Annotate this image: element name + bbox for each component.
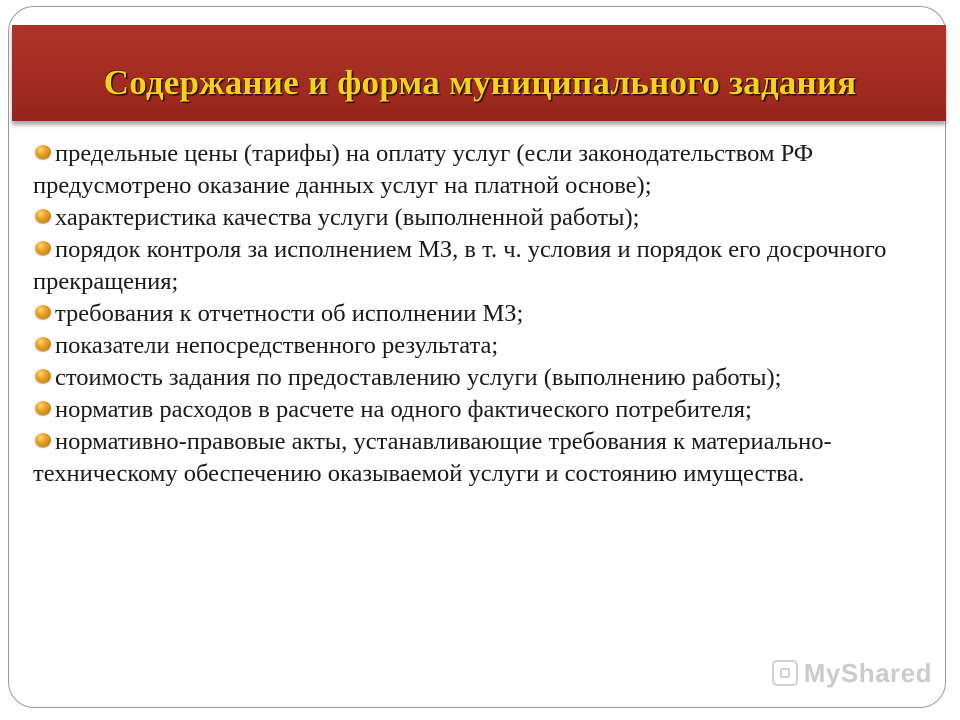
list-item-text: стоимость задания по предоставлению услуги (выполнению работы); [55,364,782,391]
list-item [33,426,933,490]
list-item-text: порядок контроля за исполнением МЗ, в т. ч. условия и порядок его досрочного прекращения; [33,236,887,295]
bullet-icon [35,241,51,255]
list-item [33,330,933,362]
bullet-icon [35,401,51,415]
bullet-icon [35,337,51,351]
list-item-text: показатели непосредственного результата; [55,332,499,359]
list-item [33,298,933,330]
bullet-list [33,138,933,490]
list-item-text: требования к отчетности об исполнении МЗ; [55,300,524,327]
list-item [33,394,933,426]
bullet-icon [35,145,51,159]
list-item-text: предельные цены (тарифы) на оплату услуг (если законодательством РФ предусмотрено оказание данных услуг на платной основе); [33,140,814,199]
bullet-icon [35,305,51,319]
list-item [33,362,933,394]
slide-title: Содержание и форма муниципального задания [103,63,857,102]
watermark-logo-icon [772,660,798,686]
watermark-text: MyShared [803,657,932,688]
bullet-icon [35,209,51,223]
watermark [772,656,932,690]
list-item-text: нормативно-правовые акты, устанавливающие требования к материально-техническому обеспечению оказываемой услуги и состоянию имущества. [33,428,832,487]
list-item [33,138,933,202]
bullet-icon [35,433,51,447]
list-item [33,202,933,234]
bullet-icon [35,369,51,383]
list-item [33,234,933,298]
list-item-text: характеристика качества услуги (выполненной работы); [55,204,640,231]
list-item-text: норматив расходов в расчете на одного фактического потребителя; [55,396,752,423]
